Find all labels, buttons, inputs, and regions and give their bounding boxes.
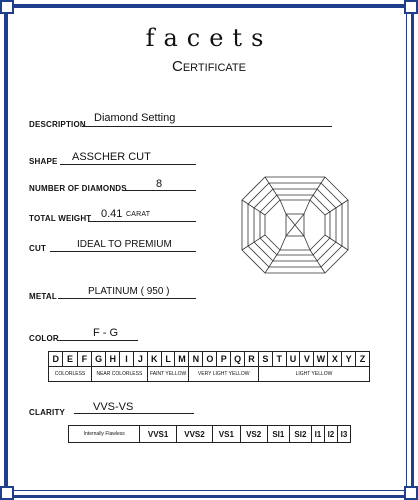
clarity-grade-cell: VVS1 <box>140 426 176 443</box>
clarity-grade-cell: SI2 <box>289 426 311 443</box>
color-grade-cell: F <box>77 352 91 367</box>
color-grade-cell: S <box>259 352 273 367</box>
color-value: F - G <box>93 327 119 339</box>
color-range-cell: LIGHT YELLOW <box>259 367 370 382</box>
color-range-cell: VERY LIGHT YELLOW <box>189 367 259 382</box>
color-grade-cell: H <box>106 352 120 367</box>
total-weight-underline <box>88 221 196 222</box>
color-range-cell: COLORLESS <box>49 367 92 382</box>
color-range-cell: FAINT YELLOW <box>147 367 189 382</box>
certificate-title: Certificate <box>172 58 246 75</box>
color-grade-cell: K <box>147 352 161 367</box>
color-grade-cell: R <box>245 352 259 367</box>
metal-value: PLATINUM ( 950 ) <box>88 286 170 297</box>
clarity-grade-cell: I1 <box>311 426 324 443</box>
cut-value: IDEAL TO PREMIUM <box>77 239 172 250</box>
corner-ornament <box>404 0 418 14</box>
clarity-grade-cell: Internally Flawless <box>69 426 140 443</box>
metal-label: METAL <box>29 292 57 301</box>
color-grade-cell: E <box>63 352 77 367</box>
color-grade-scale <box>48 351 370 382</box>
corner-ornament <box>404 486 418 500</box>
color-grade-cell: G <box>92 352 106 367</box>
corner-ornament <box>0 0 14 14</box>
color-grade-cell: W <box>314 352 328 367</box>
number-of-diamonds-value: 8 <box>156 178 163 190</box>
shape-value: ASSCHER CUT <box>72 151 151 163</box>
description-value: Diamond Setting <box>94 112 176 124</box>
corner-ornament <box>0 486 14 500</box>
color-grade-cell: Z <box>356 352 370 367</box>
description-label: DESCRIPTION <box>29 120 86 129</box>
brand-logo: facets <box>145 24 273 52</box>
description-underline <box>82 126 332 127</box>
color-grade-cell: V <box>300 352 314 367</box>
clarity-grade-cell: SI1 <box>267 426 289 443</box>
color-grade-cell: Y <box>342 352 356 367</box>
clarity-grade-cell: VS2 <box>240 426 267 443</box>
total-weight-label: TOTAL WEIGHT <box>29 214 92 223</box>
color-grade-cell: I <box>120 352 134 367</box>
color-grade-cell: P <box>217 352 231 367</box>
color-grade-cell: X <box>328 352 342 367</box>
total-weight-unit: CARAT <box>126 211 151 218</box>
clarity-label: CLARITY <box>29 408 66 417</box>
metal-underline <box>58 298 196 299</box>
color-grade-cell: M <box>175 352 189 367</box>
color-grade-cell: N <box>189 352 203 367</box>
color-grade-cell: O <box>203 352 217 367</box>
clarity-grade-cell: I3 <box>337 426 350 443</box>
number-of-diamonds-label: NUMBER OF DIAMONDS <box>29 184 127 193</box>
clarity-value: VVS-VS <box>93 401 134 413</box>
color-grade-cell: U <box>286 352 300 367</box>
color-grade-cell: L <box>161 352 175 367</box>
cut-label: CUT <box>29 244 47 253</box>
color-grade-cell: T <box>272 352 286 367</box>
clarity-underline <box>74 413 194 414</box>
shape-underline <box>60 164 196 165</box>
total-weight-value: 0.41 <box>101 208 123 220</box>
number-of-diamonds-underline <box>122 190 196 191</box>
color-range-cell: NEAR COLORLESS <box>92 367 148 382</box>
clarity-grade-cell: VS1 <box>213 426 240 443</box>
clarity-grade-cell: I2 <box>324 426 337 443</box>
color-grade-cell: J <box>133 352 147 367</box>
cut-underline <box>50 251 196 252</box>
shape-label: SHAPE <box>29 157 58 166</box>
asscher-cut-diagram-icon <box>240 175 350 275</box>
color-underline <box>58 340 138 341</box>
color-grade-cell: D <box>49 352 63 367</box>
clarity-grade-cell: VVS2 <box>176 426 212 443</box>
color-grade-cell: Q <box>231 352 245 367</box>
clarity-grade-scale <box>68 425 351 443</box>
color-label: COLOR <box>29 334 59 343</box>
